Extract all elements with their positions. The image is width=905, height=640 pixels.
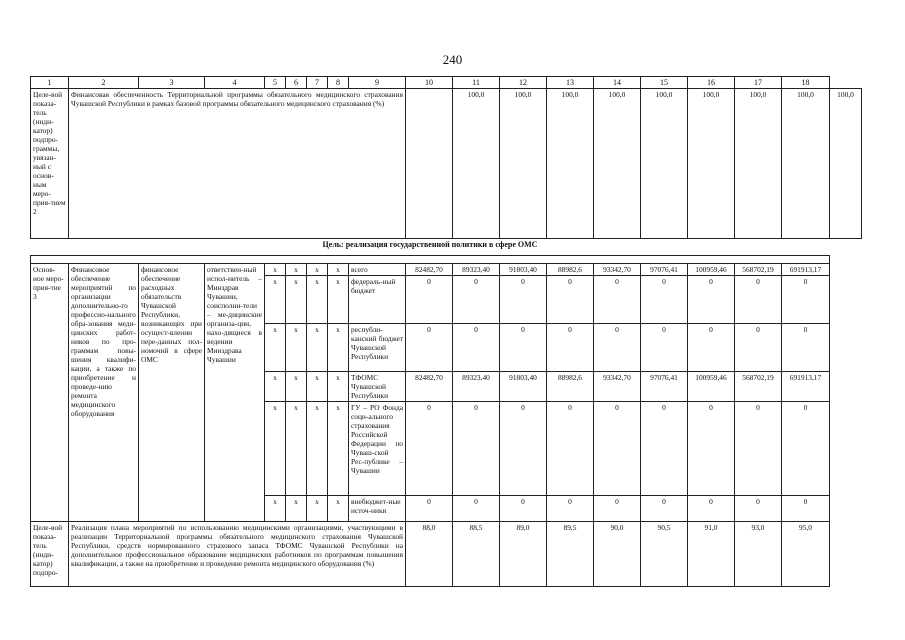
funding-value: 0 xyxy=(594,276,641,324)
column-number: 15 xyxy=(641,77,688,89)
funding-value: 0 xyxy=(735,276,782,324)
x-mark: x xyxy=(265,372,286,402)
x-mark: x xyxy=(286,276,307,324)
table-header-row xyxy=(31,77,862,89)
funding-value: 0 xyxy=(688,324,735,372)
x-mark: x xyxy=(286,496,307,522)
funding-value: 0 xyxy=(500,402,547,496)
column-number: 1 xyxy=(31,77,69,89)
x-mark: x xyxy=(265,402,286,496)
event-type: Основ-ное меро-прия-тие 3 xyxy=(31,264,69,522)
column-number: 11 xyxy=(453,77,500,89)
funding-value: 0 xyxy=(406,496,453,522)
funding-value: 0 xyxy=(688,496,735,522)
indicator-value: 100,0 xyxy=(500,89,547,239)
table-row xyxy=(31,522,862,587)
x-mark: x xyxy=(328,402,349,496)
x-mark: x xyxy=(328,496,349,522)
page-number: 240 xyxy=(442,52,463,67)
funding-value: 0 xyxy=(453,496,500,522)
funding-value: 97076,41 xyxy=(641,264,688,276)
indicator-value: 88,5 xyxy=(453,522,500,587)
x-mark: x xyxy=(265,264,286,276)
funding-source: всего xyxy=(349,264,406,276)
funding-value: 0 xyxy=(782,496,830,522)
funding-value: 91803,40 xyxy=(500,372,547,402)
funding-value: 0 xyxy=(406,324,453,372)
x-mark: x xyxy=(328,276,349,324)
column-number: 6 xyxy=(286,77,307,89)
funding-value: 89323,40 xyxy=(453,372,500,402)
funding-value: 0 xyxy=(594,496,641,522)
funding-value: 93342,70 xyxy=(594,264,641,276)
indicator-value: 90,5 xyxy=(641,522,688,587)
funding-value: 568702,19 xyxy=(735,264,782,276)
funding-value: 568702,19 xyxy=(735,372,782,402)
indicator-value: 95,0 xyxy=(782,522,830,587)
funding-value: 0 xyxy=(547,402,594,496)
funding-value: 0 xyxy=(782,276,830,324)
event-description: финансовое обеспечение расходных обязательств Чувашской Республики, возникающих при осущест-влении пере-данных пол-номочий в сфере ОМС xyxy=(139,264,205,522)
funding-value: 0 xyxy=(594,324,641,372)
column-number: 5 xyxy=(265,77,286,89)
column-number: 14 xyxy=(594,77,641,89)
funding-value: 91803,40 xyxy=(500,264,547,276)
indicator-value: 100,0 xyxy=(782,89,830,239)
x-mark: x xyxy=(328,372,349,402)
funding-value: 0 xyxy=(500,324,547,372)
x-mark: x xyxy=(307,264,328,276)
x-mark: x xyxy=(307,276,328,324)
column-number: 18 xyxy=(782,77,830,89)
funding-value: 0 xyxy=(735,402,782,496)
funding-value: 100959,46 xyxy=(688,372,735,402)
funding-value: 88982,6 xyxy=(547,264,594,276)
x-mark: x xyxy=(286,402,307,496)
indicator-value: 100,0 xyxy=(830,89,862,239)
funding-value: 0 xyxy=(735,324,782,372)
x-mark: x xyxy=(307,402,328,496)
funding-value: 0 xyxy=(782,324,830,372)
funding-value: 0 xyxy=(594,402,641,496)
x-mark: x xyxy=(265,324,286,372)
funding-value: 0 xyxy=(547,276,594,324)
indicator-value: 100,0 xyxy=(735,89,782,239)
column-number: 4 xyxy=(205,77,265,89)
gap-cell xyxy=(31,256,830,264)
indicator-value: 100,0 xyxy=(547,89,594,239)
funding-value: 691913,17 xyxy=(782,372,830,402)
column-number: 3 xyxy=(139,77,205,89)
funding-value: 0 xyxy=(688,402,735,496)
column-number: 10 xyxy=(406,77,453,89)
indicator-text: Реализация плана мероприятий по использованию медицинскими организациями, участвующими в реализации Территориальной программы обязательного медицинского страхования Чувашской Республики, средств нормированного страхового запаса ТФОМС Чувашской Республики на дополнительное профессиональное образование медицинских работников по программам повышения квалификации, а также на приобретение и проведение ремонта медицинского оборудования (%) xyxy=(69,522,406,587)
indicator-value: 89,0 xyxy=(500,522,547,587)
indicator-type: Целе-вой показа-тель (инди-катор) подпро- xyxy=(31,522,69,587)
column-number: 2 xyxy=(69,77,139,89)
program-table xyxy=(30,76,862,587)
funding-value: 89323,40 xyxy=(453,264,500,276)
funding-source: федераль-ный бюджет xyxy=(349,276,406,324)
gap-row xyxy=(31,256,862,264)
funding-value: 0 xyxy=(641,324,688,372)
x-mark: x xyxy=(286,264,307,276)
column-number: 16 xyxy=(688,77,735,89)
column-number: 8 xyxy=(328,77,349,89)
funding-value: 0 xyxy=(453,276,500,324)
funding-value: 0 xyxy=(641,276,688,324)
funding-source: внебюджет-ные источ-ники xyxy=(349,496,406,522)
column-number: 13 xyxy=(547,77,594,89)
funding-value: 88982,6 xyxy=(547,372,594,402)
funding-value: 100959,46 xyxy=(688,264,735,276)
indicator-text: Финансовая обеспеченность Территориальной программы обязательного медицинского страхования Чувашской Республики в рамках базовой программы обязательного медицинского страхования (%) xyxy=(69,89,406,239)
funding-value: 0 xyxy=(641,402,688,496)
event-name: Финансовое обеспечение мероприятий по организации дополнительно-го профессио-нального обра-зования меди-цинских работ-ников по про-граммам повы-шения квалифи-кации, а также по приобретение и проведе-нию ремонта медицинского оборудования xyxy=(69,264,139,522)
x-mark: x xyxy=(286,324,307,372)
indicator-value: 100,0 xyxy=(688,89,735,239)
x-mark: x xyxy=(328,264,349,276)
funding-value: 82482,70 xyxy=(406,264,453,276)
goal-heading: Цель: реализация государственной политики в сфере ОМС xyxy=(31,239,830,256)
funding-value: 0 xyxy=(406,276,453,324)
funding-value: 97076,41 xyxy=(641,372,688,402)
funding-value: 0 xyxy=(500,276,547,324)
funding-value: 0 xyxy=(453,402,500,496)
funding-value: 0 xyxy=(688,276,735,324)
funding-source: ГУ – РО Фонда соци-ального страхования Российской Федерации по Чуваш-ской Рес-публике – Чувашии xyxy=(349,402,406,496)
indicator-type: Целе-вой показа-тель (инди-катор) подпро-граммы, увязан-ный с основ-ным меро-прия-тием 2 xyxy=(31,89,69,239)
table-row xyxy=(31,89,862,239)
funding-source: ТФОМС Чувашской Республики xyxy=(349,372,406,402)
x-mark: x xyxy=(307,496,328,522)
funding-value: 0 xyxy=(735,496,782,522)
funding-source: республи-канский бюджет Чувашской Республики xyxy=(349,324,406,372)
table-row xyxy=(31,264,862,276)
funding-value: 0 xyxy=(547,496,594,522)
x-mark: x xyxy=(328,324,349,372)
funding-value: 0 xyxy=(782,402,830,496)
column-number: 17 xyxy=(735,77,782,89)
funding-value: 93342,70 xyxy=(594,372,641,402)
indicator-value: 93,0 xyxy=(735,522,782,587)
funding-value: 0 xyxy=(406,402,453,496)
indicator-value: 89,5 xyxy=(547,522,594,587)
x-mark: x xyxy=(286,372,307,402)
indicator-value: 100,0 xyxy=(641,89,688,239)
x-mark: x xyxy=(307,372,328,402)
x-mark: x xyxy=(265,496,286,522)
column-number: 12 xyxy=(500,77,547,89)
funding-value: 0 xyxy=(453,324,500,372)
indicator-value: 100,0 xyxy=(594,89,641,239)
goal-row xyxy=(31,239,862,256)
column-number: 7 xyxy=(307,77,328,89)
indicator-value: 88,0 xyxy=(406,522,453,587)
funding-value: 82482,70 xyxy=(406,372,453,402)
indicator-value: 100,0 xyxy=(453,89,500,239)
event-executor: ответствен-ный испол-нитель – Минздрав Чувашии, соисполни-тели – ме-дицинские организа-ции, нахо-дящиеся в ведении Минздрава Чувашии xyxy=(205,264,265,522)
funding-value: 691913,17 xyxy=(782,264,830,276)
indicator-value: 90,0 xyxy=(594,522,641,587)
funding-value: 0 xyxy=(641,496,688,522)
x-mark: x xyxy=(265,276,286,324)
column-number: 9 xyxy=(349,77,406,89)
empty-cell xyxy=(406,89,453,239)
x-mark: x xyxy=(307,324,328,372)
indicator-value: 91,0 xyxy=(688,522,735,587)
funding-value: 0 xyxy=(547,324,594,372)
funding-value: 0 xyxy=(500,496,547,522)
